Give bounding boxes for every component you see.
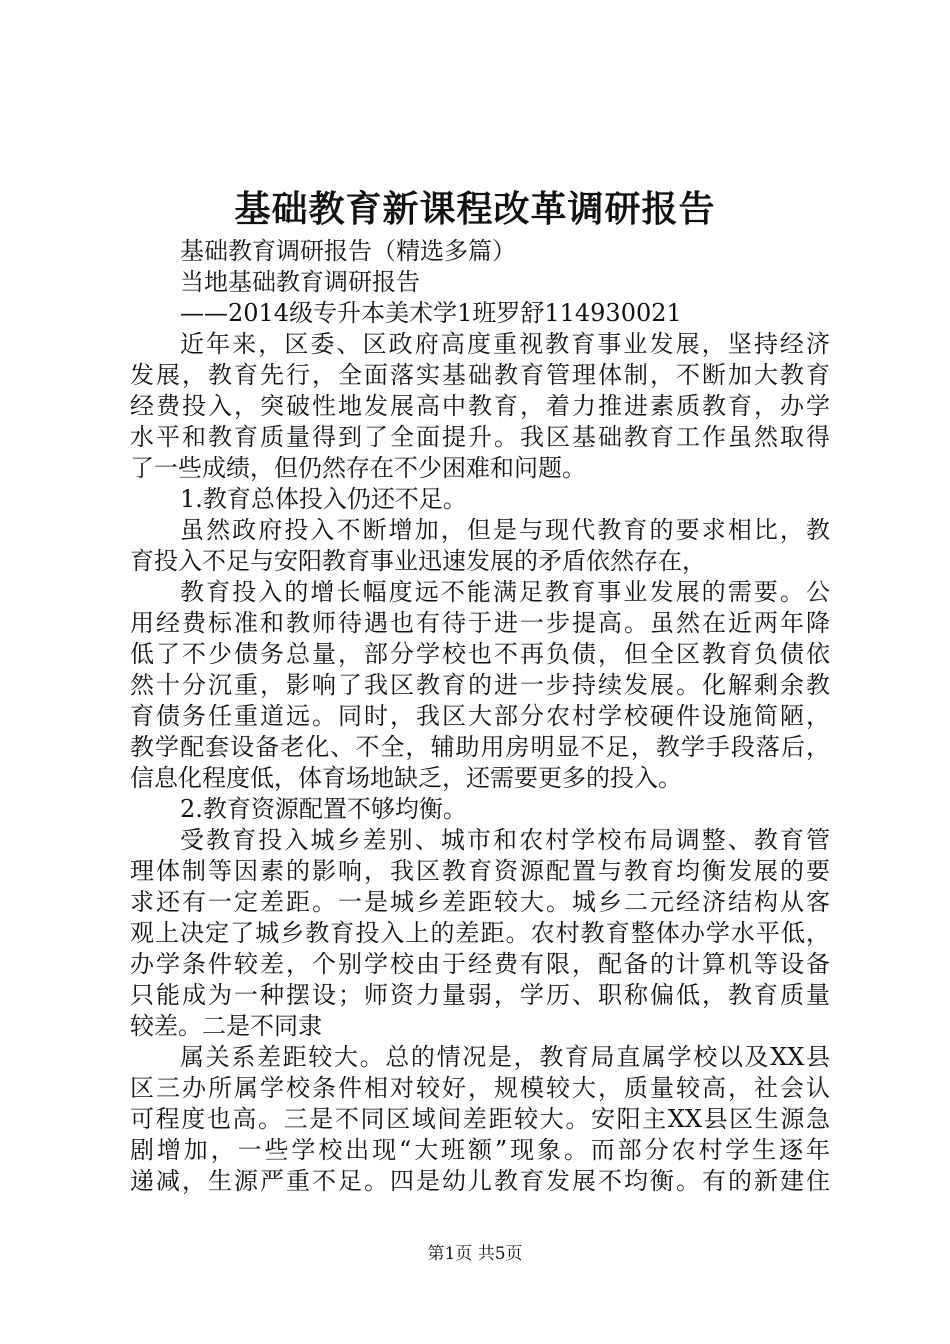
document-body bbox=[130, 236, 830, 1197]
paragraph-line: 受教育投入城乡差别、城市和农村学校布局调整、教育管 bbox=[180, 826, 830, 854]
paragraph-line: 了一些成绩，但仍然存在不少困难和问题。 bbox=[130, 454, 586, 482]
paragraph-line: 育投入不足与安阳教育事业迅速发展的矛盾依然存在， bbox=[130, 547, 706, 575]
paragraph-line: 用经费标准和教师待遇也有待于进一步提高。虽然在近两年降 bbox=[130, 609, 830, 637]
document-title: 基础教育新课程改革调研报告 bbox=[234, 188, 716, 230]
paragraph-line: 办学条件较差，个别学校由于经费有限，配备的计算机等设备 bbox=[130, 950, 830, 978]
section-heading: 1.教育总体投入仍还不足。 bbox=[180, 485, 467, 513]
page-number-footer: 第1页 共5页 bbox=[427, 1244, 523, 1264]
paragraph-line: 水平和教育质量得到了全面提升。我区基础教育工作虽然取得 bbox=[130, 423, 830, 451]
paragraph-line: 区三办所属学校条件相对较好，规模较大，质量较高，社会认 bbox=[130, 1074, 830, 1102]
subtitle-line: 基础教育调研报告（精选多篇） bbox=[180, 237, 516, 265]
paragraph-line: 然十分沉重，影响了我区教育的进一步持续发展。化解剩余教 bbox=[130, 671, 830, 699]
paragraph-line: 剧增加，一些学校出现“大班额”现象。而部分农村学生逐年 bbox=[130, 1136, 830, 1164]
paragraph-line: 近年来，区委、区政府高度重视教育事业发展，坚持经济 bbox=[180, 330, 830, 358]
paragraph-line: 信息化程度低，体育场地缺乏，还需要更多的投入。 bbox=[130, 764, 682, 792]
paragraph-line: 属关系差距较大。总的情况是，教育局直属学校以及XX县 bbox=[180, 1043, 830, 1071]
paragraph-line: 育债务任重道远。同时，我区大部分农村学校硬件设施简陋， bbox=[130, 702, 830, 730]
section-heading: 2.教育资源配置不够均衡。 bbox=[180, 795, 467, 823]
paragraph-line: 较差。二是不同隶 bbox=[130, 1012, 322, 1040]
paragraph-line: 经费投入，突破性地发展高中教育，着力推进素质教育，办学 bbox=[130, 392, 830, 420]
paragraph-line: 教学配套设备老化、不全，辅助用房明显不足，教学手段落后， bbox=[130, 733, 830, 761]
paragraph-line: 只能成为一种摆设；师资力量弱，学历、职称偏低，教育质量 bbox=[130, 981, 830, 1009]
paragraph-line: 教育投入的增长幅度远不能满足教育事业发展的需要。公 bbox=[180, 578, 830, 606]
paragraph-line: 理体制等因素的影响，我区教育资源配置与教育均衡发展的要 bbox=[130, 857, 830, 885]
author-line: ——2014级专升本美术学1班罗舒114930021 bbox=[180, 299, 682, 327]
paragraph-line: 发展，教育先行，全面落实基础教育管理体制，不断加大教育 bbox=[130, 361, 830, 389]
paragraph-line: 观上决定了城乡教育投入上的差距。农村教育整体办学水平低， bbox=[130, 919, 830, 947]
paragraph-line: 可程度也高。三是不同区域间差距较大。安阳主XX县区生源急 bbox=[130, 1105, 830, 1133]
subtitle-line: 当地基础教育调研报告 bbox=[180, 268, 420, 296]
paragraph-line: 递减，生源严重不足。四是幼儿教育发展不均衡。有的新建住 bbox=[130, 1167, 830, 1195]
paragraph-line: 求还有一定差距。一是城乡差距较大。城乡二元经济结构从客 bbox=[130, 888, 830, 916]
paragraph-line: 虽然政府投入不断增加，但是与现代教育的要求相比，教 bbox=[180, 516, 830, 544]
paragraph-line: 低了不少债务总量，部分学校也不再负债，但全区教育负债依 bbox=[130, 640, 830, 668]
